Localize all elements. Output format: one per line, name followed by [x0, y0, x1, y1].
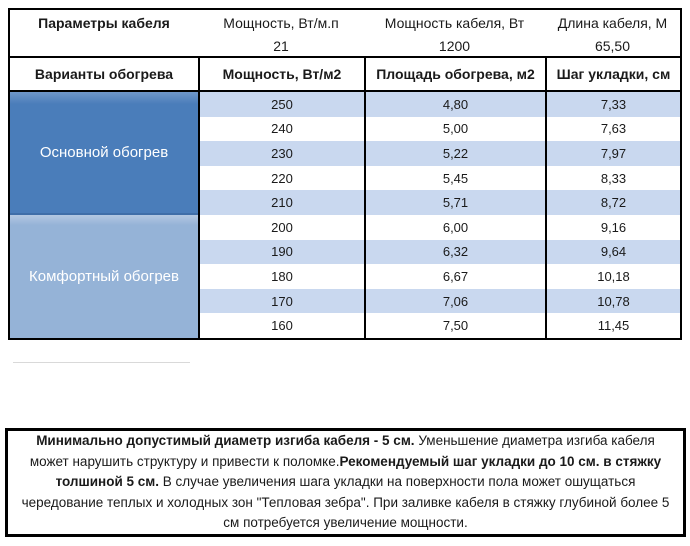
cell-power: 160 [198, 313, 364, 338]
params-value-cable-length: 65,50 [594, 38, 631, 54]
table-row [198, 117, 680, 142]
cell-power: 180 [198, 264, 364, 289]
section-comfort-label: Комфортный обогрев [29, 267, 179, 285]
cell-step: 7,33 [545, 92, 680, 117]
cable-params-section [10, 10, 680, 58]
params-empty-cell [10, 36, 198, 56]
table-row [198, 289, 680, 314]
cell-power: 220 [198, 166, 364, 191]
cell-area: 7,50 [364, 313, 545, 338]
cell-border-remnant [13, 362, 190, 363]
table-row [198, 240, 680, 265]
cell-area: 7,06 [364, 289, 545, 314]
section-comfort-heating [10, 215, 680, 338]
params-header-power-per-m: Мощность, Вт/м.п [223, 15, 339, 31]
cell-step: 11,45 [545, 313, 680, 338]
header-heating-area: Площадь обогрева, м2 [364, 58, 545, 90]
cell-area: 5,22 [364, 141, 545, 166]
section-comfort-label-cell [10, 215, 198, 338]
params-title: Параметры кабеля [38, 15, 170, 31]
table-row [198, 313, 680, 338]
cell-area: 5,71 [364, 190, 545, 215]
cell-power: 170 [198, 289, 364, 314]
header-laying-step: Шаг укладки, см [545, 58, 680, 90]
table-row [198, 166, 680, 191]
cell-power: 190 [198, 240, 364, 265]
note-segment: Уменьшение диаметра изгиба кабеля может нарушить структуру и привести к поломке. [29, 433, 655, 469]
cell-area: 5,00 [364, 117, 545, 142]
table-row [198, 92, 680, 117]
params-header-row [10, 10, 680, 36]
cell-area: 6,32 [364, 240, 545, 265]
cell-step: 9,64 [545, 240, 680, 265]
cell-power: 200 [198, 215, 364, 240]
table-row [198, 141, 680, 166]
params-header-cable-length: Длина кабеля, М [557, 15, 668, 31]
cell-step: 8,72 [545, 190, 680, 215]
note-segment-bold: Рекомендуемый шаг укладки до 10 см. в стяжку толшиной 5 см. [55, 453, 662, 490]
params-header-cable-power: Мощность кабеля, Вт [384, 15, 525, 31]
cell-step: 7,63 [545, 117, 680, 142]
cell-area: 6,67 [364, 264, 545, 289]
section-main-label: Основной обогрев [39, 143, 169, 161]
cell-power: 240 [198, 117, 364, 142]
variants-title: Варианты обогрева [34, 66, 174, 82]
cell-step: 9,16 [545, 215, 680, 240]
cell-area: 4,80 [364, 92, 545, 117]
params-value-cable-power: 1200 [438, 38, 471, 54]
variants-header-row [10, 58, 680, 92]
cell-power: 250 [198, 92, 364, 117]
cable-parameters-table [8, 8, 682, 340]
cell-power: 230 [198, 141, 364, 166]
section-main-heating [10, 92, 680, 215]
cable-note-text [18, 431, 673, 534]
section-main-rows [198, 92, 680, 215]
cell-step: 10,78 [545, 289, 680, 314]
params-value-power-per-m: 21 [273, 38, 289, 54]
section-main-label-cell [10, 92, 198, 215]
table-row [198, 264, 680, 289]
table-row [198, 190, 680, 215]
cell-power: 210 [198, 190, 364, 215]
cable-note-box [5, 428, 686, 537]
params-values-row [10, 36, 680, 56]
cell-step: 10,18 [545, 264, 680, 289]
header-power-per-m2: Мощность, Вт/м2 [198, 58, 364, 90]
note-segment-bold: Минимально допустимый диаметр изгиба кабеля - 5 см. [36, 433, 419, 449]
cell-area: 5,45 [364, 166, 545, 191]
section-comfort-rows [198, 215, 680, 338]
cell-step: 8,33 [545, 166, 680, 191]
cell-step: 7,97 [545, 141, 680, 166]
table-row [198, 215, 680, 240]
cell-area: 6,00 [364, 215, 545, 240]
note-segment: В случае увеличения шага укладки на поверхности пола может ошущаться чередование теплых и холодных зон "Тепловая зебра". При заливке кабеля в стяжку глубиной более 5 см потребуется увеличение мощности. [21, 474, 670, 531]
